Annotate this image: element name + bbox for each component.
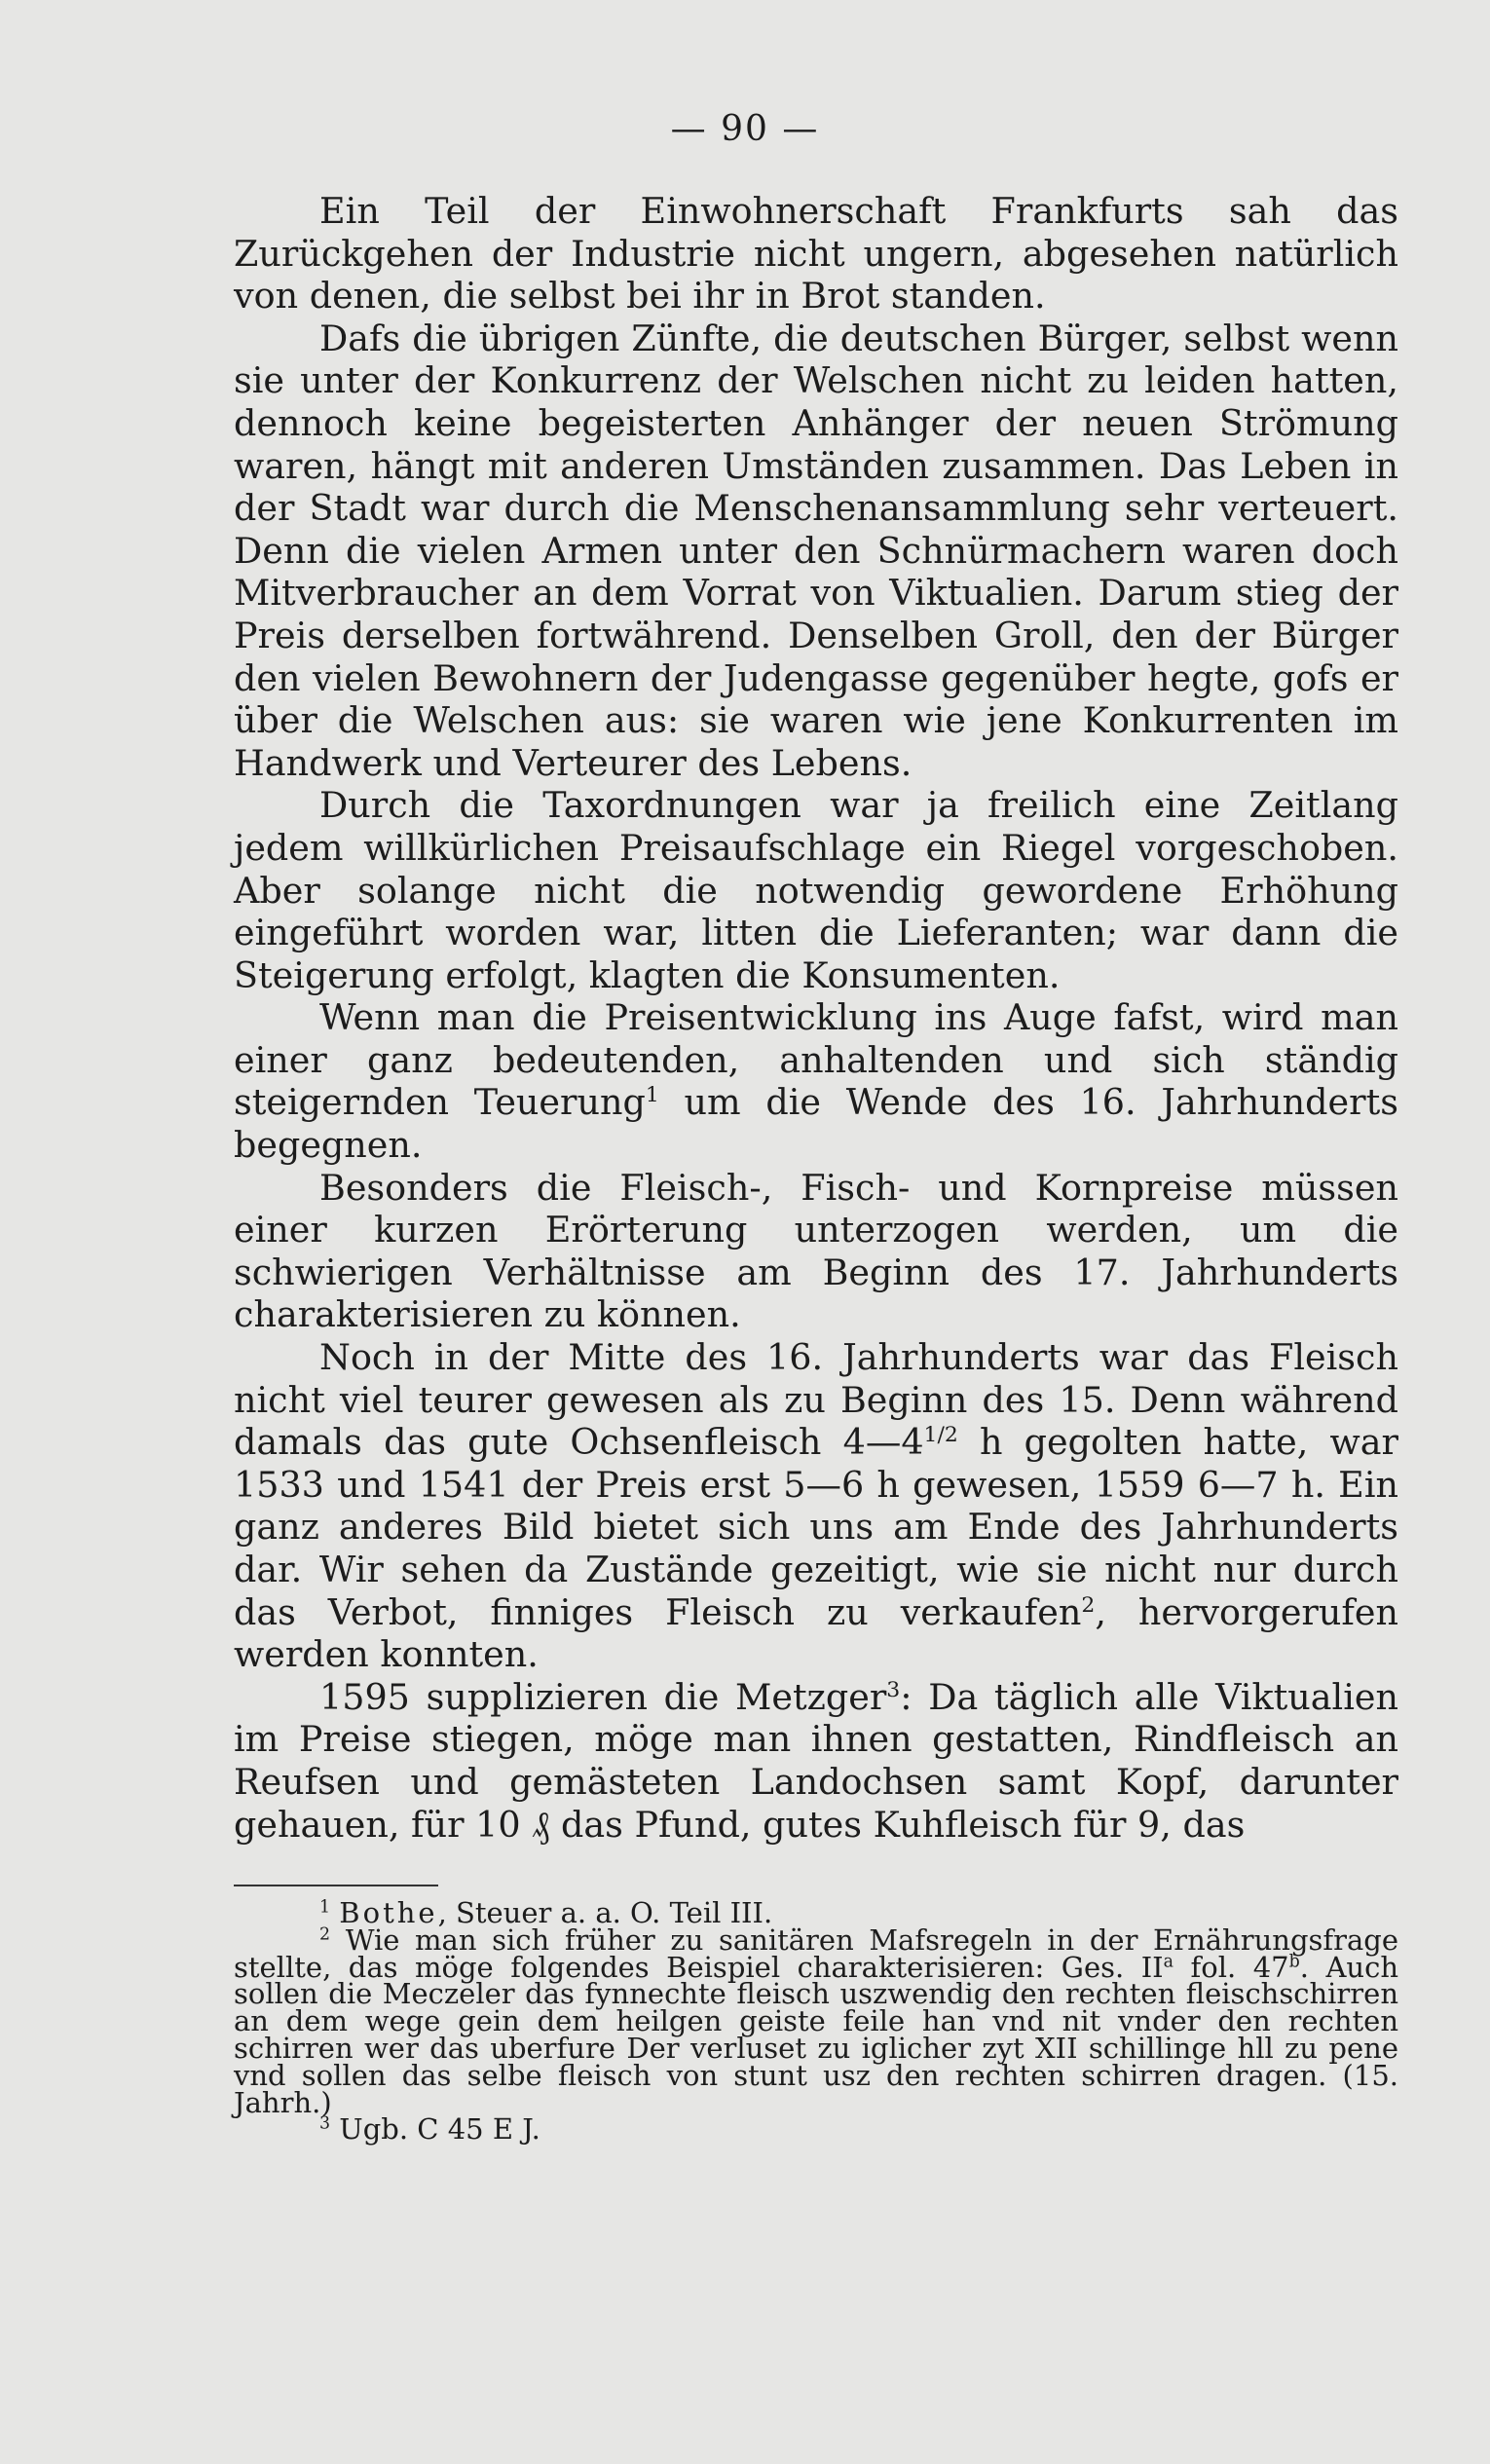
footnote-3 xyxy=(234,2112,1398,2147)
footnote-ref-2: 2 xyxy=(1081,1592,1096,1618)
footnote-2 xyxy=(234,1923,1398,2119)
footnote-2-mark: 2 xyxy=(319,1924,331,1945)
fraction-half: 1/2 xyxy=(923,1423,958,1448)
footnote-ref-1: 1 xyxy=(645,1083,659,1108)
page-number: — 90 — xyxy=(670,109,820,149)
paragraph-4-text-b: um die Wende des 16. Jahrhunderts begegnen. xyxy=(234,1081,1398,1167)
body-text xyxy=(234,190,1398,1846)
footnote-2-sup-a: a xyxy=(1163,1952,1173,1972)
paragraph-7-text-a: 1595 supplizieren die Metzger xyxy=(319,1675,887,1718)
footnote-3-mark: 3 xyxy=(319,2113,331,2134)
footnote-1-mark: 1 xyxy=(319,1897,331,1918)
footnote-divider xyxy=(234,1885,438,1886)
footnote-3-text: Ugb. C 45 E J. xyxy=(339,2112,540,2147)
paragraph-6-text-a: Noch in der Mitte des 16. Jahrhunderts war das Fleisch nicht viel teurer gewesen als zu Beginn des 15. Denn während damals das gute Ochsenfleisch 4—4 xyxy=(234,1336,1398,1464)
footnote-1-author: Bothe xyxy=(339,1896,438,1929)
paragraph-3: Durch die Taxordnungen war ja freilich eine Zeitlang jedem willkürlichen Preisaufschlage ein Riegel vorgeschoben. Aber solange nicht die notwendig gewordene Erhöhung eingeführt worden war, litten die Lieferanten; war dann die Steigerung erfolgt, klagten die Konsumenten. xyxy=(234,784,1398,996)
paragraph-6-text-b: h gegolten hatte, war 1533 und 1541 der Preis erst 5—6 h gewesen, 1559 6—7 h. Ein ganz anderes Bild bietet sich uns am Ende des Jahrhunderts dar. Wir sehen da Zustände gezeitigt, wie sie nicht nur durch das Verbot, finniges Fleisch zu verkaufen xyxy=(234,1421,1398,1633)
paragraph-4-text-a: Wenn man die Preisentwicklung ins Auge fafst, wird man einer ganz bedeutenden, anhaltenden und sich ständig steigernden Teuerung xyxy=(234,996,1398,1124)
footnote-1-text: , Steuer a. a. O. Teil III. xyxy=(437,1896,773,1929)
paragraph-2: Dafs die übrigen Zünfte, die deutschen Bürger, selbst wenn sie unter der Konkurrenz der Welschen nicht zu leiden hatten, dennoch keine begeisterten Anhänger der neuen Strömung waren, hängt mit anderen Umständen zusammen. Das Leben in der Stadt war durch die Menschenansammlung sehr verteuert. Denn die vielen Armen unter den Schnürmachern waren doch Mitverbraucher an dem Vorrat von Viktualien. Darum stieg der Preis derselben fortwährend. Denselben Groll, den der Bürger den vielen Bewohnern der Judengasse gegenüber hegte, gofs er über die Welschen aus: sie waren wie jene Konkurrenten im Handwerk und Verteurer des Lebens. xyxy=(234,317,1398,784)
paragraph-1: Ein Teil der Einwohnerschaft Frankfurts sah das Zurückgehen der Industrie nicht ungern, abgesehen natürlich von denen, die selbst bei ihr in Brot standen. xyxy=(234,190,1398,317)
paragraph-6 xyxy=(234,1336,1398,1676)
paragraph-7-text-b: : Da täglich alle Viktualien im Preise stiegen, möge man ihnen gestatten, Rindfleisch an Reufsen und gemästeten Landochsen samt Kopf, darunter gehauen, für 10 ₰ das Pfund, gutes Kuhfleisch für 9, das xyxy=(234,1675,1398,1846)
footnote-2-sup-b: b xyxy=(1288,1952,1300,1972)
paragraph-6-text-c: , hervorgerufen werden konnten. xyxy=(234,1590,1399,1676)
footnote-2-text-a: Wie man sich früher zu sanitären Mafsregeln in der Ernährungsfrage stellte, das möge folgendes Beispiel charakterisieren: Ges. II xyxy=(234,1923,1398,1984)
footnote-2-text-c: . Auch sollen die Meczeler das fynnechte fleisch uszwendig den rechten fleischschirren an dem wege gein dem heilgen geiste feile han vnd nit vnder den rechten schirren wer das uberfure Der verluset zu iglicher zyt XII schillinge hll zu pene vnd sollen das selbe fleisch von stunt usz den rechten schirren dragen. (15. Jahrh.) xyxy=(234,1950,1398,2119)
footnote-ref-3: 3 xyxy=(886,1677,901,1702)
footnote-2-text-b: fol. 47 xyxy=(1173,1950,1289,1984)
paragraph-7 xyxy=(234,1676,1398,1846)
footnotes xyxy=(234,1896,1398,2147)
paragraph-4 xyxy=(234,996,1398,1166)
paragraph-5: Besonders die Fleisch-, Fisch- und Kornpreise müssen einer kurzen Erörterung unterzogen werden, um die schwierigen Verhältnisse am Beginn des 17. Jahrhunderts charakterisieren zu können. xyxy=(234,1166,1398,1336)
